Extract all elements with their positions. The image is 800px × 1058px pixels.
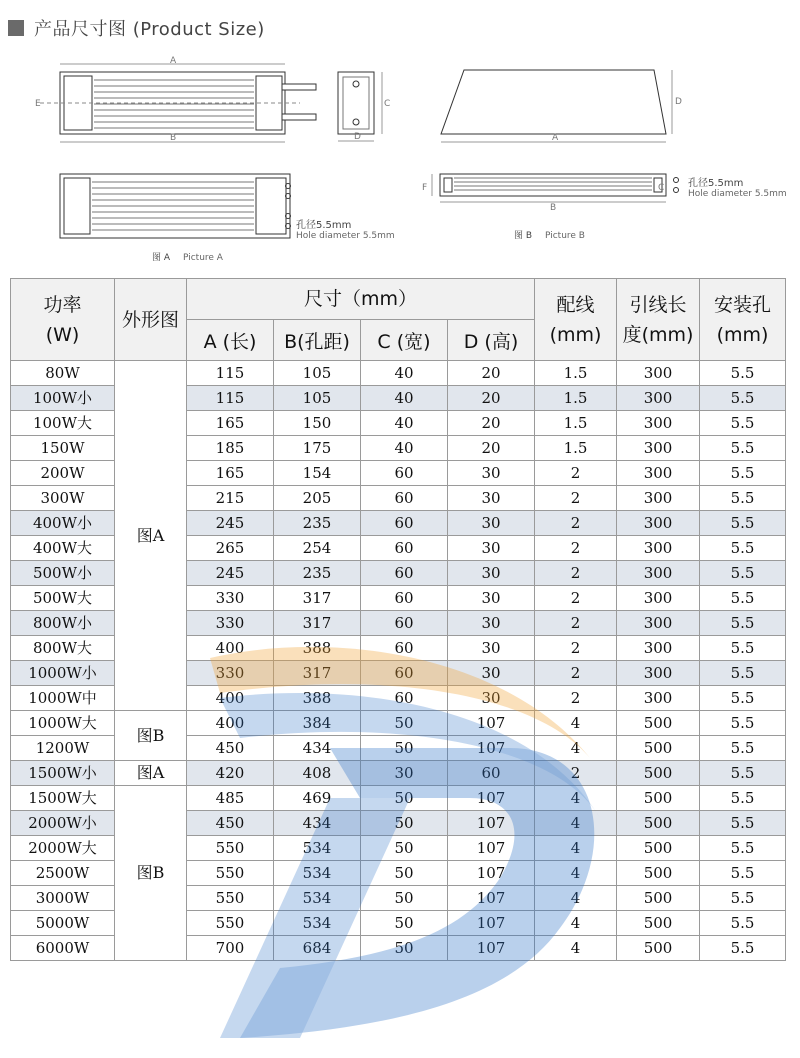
cell-wire: 2 bbox=[535, 686, 617, 711]
cell-b: 150 bbox=[274, 411, 361, 436]
cell-hole: 5.5 bbox=[700, 411, 786, 436]
picture-b-side-view bbox=[441, 70, 672, 142]
cell-d: 60 bbox=[448, 761, 535, 786]
cell-wire: 4 bbox=[535, 786, 617, 811]
cell-wire: 4 bbox=[535, 736, 617, 761]
cell-hole: 5.5 bbox=[700, 636, 786, 661]
cell-d: 30 bbox=[448, 561, 535, 586]
cell-shape: 图A bbox=[115, 761, 187, 786]
cell-a: 550 bbox=[187, 886, 274, 911]
cell-lead: 300 bbox=[617, 486, 700, 511]
page-title: 产品尺寸图 (Product Size) bbox=[34, 19, 265, 40]
cell-d: 20 bbox=[448, 436, 535, 461]
header-hole: 安装孔 (mm) bbox=[700, 279, 786, 361]
cell-lead: 300 bbox=[617, 661, 700, 686]
caption-b-cn: 图 B bbox=[514, 231, 533, 241]
cell-d: 30 bbox=[448, 661, 535, 686]
cell-power: 300W bbox=[11, 486, 115, 511]
header-lead: 引线长 度(mm) bbox=[617, 279, 700, 361]
cell-wire: 4 bbox=[535, 836, 617, 861]
cell-lead: 300 bbox=[617, 461, 700, 486]
cell-lead: 300 bbox=[617, 361, 700, 386]
cell-wire: 1.5 bbox=[535, 436, 617, 461]
hole-label-cn-b: 孔径5.5mm bbox=[688, 178, 744, 189]
cell-lead: 500 bbox=[617, 736, 700, 761]
cell-lead: 300 bbox=[617, 611, 700, 636]
cell-a: 245 bbox=[187, 511, 274, 536]
cell-power: 1500W小 bbox=[11, 761, 115, 786]
cell-lead: 300 bbox=[617, 586, 700, 611]
header-d: D (高) bbox=[448, 320, 535, 361]
cell-lead: 300 bbox=[617, 536, 700, 561]
cell-d: 30 bbox=[448, 486, 535, 511]
cell-c: 40 bbox=[361, 411, 448, 436]
cell-d: 30 bbox=[448, 536, 535, 561]
cell-a: 115 bbox=[187, 361, 274, 386]
cell-hole: 5.5 bbox=[700, 436, 786, 461]
cell-power: 5000W bbox=[11, 911, 115, 936]
cell-hole: 5.5 bbox=[700, 536, 786, 561]
cell-b: 205 bbox=[274, 486, 361, 511]
cell-lead: 300 bbox=[617, 386, 700, 411]
cell-hole: 5.5 bbox=[700, 686, 786, 711]
cell-lead: 500 bbox=[617, 761, 700, 786]
header-c: C (宽) bbox=[361, 320, 448, 361]
cell-b: 154 bbox=[274, 461, 361, 486]
cell-c: 60 bbox=[361, 661, 448, 686]
cell-wire: 2 bbox=[535, 486, 617, 511]
cell-power: 150W bbox=[11, 436, 115, 461]
dim-f-label: F bbox=[422, 183, 428, 193]
cell-power: 100W大 bbox=[11, 411, 115, 436]
cell-d: 20 bbox=[448, 361, 535, 386]
cell-power: 400W大 bbox=[11, 536, 115, 561]
header-b: B(孔距) bbox=[274, 320, 361, 361]
cell-shape: 图B bbox=[115, 711, 187, 761]
dimension-drawings bbox=[0, 44, 800, 270]
dim-a-label: A bbox=[170, 56, 177, 66]
cell-a: 485 bbox=[187, 786, 274, 811]
cell-hole: 5.5 bbox=[700, 811, 786, 836]
cell-d: 107 bbox=[448, 811, 535, 836]
cell-d: 30 bbox=[448, 586, 535, 611]
cell-wire: 2 bbox=[535, 586, 617, 611]
cell-b: 534 bbox=[274, 836, 361, 861]
product-diagrams bbox=[0, 44, 800, 270]
cell-b: 534 bbox=[274, 911, 361, 936]
cell-wire: 2 bbox=[535, 511, 617, 536]
hole-label-en-a: Hole diameter 5.5mm bbox=[296, 231, 395, 241]
cell-lead: 300 bbox=[617, 511, 700, 536]
cell-a: 245 bbox=[187, 561, 274, 586]
cell-b: 534 bbox=[274, 886, 361, 911]
dim-b-d-label: D bbox=[675, 97, 682, 107]
cell-c: 40 bbox=[361, 436, 448, 461]
cell-power: 1500W大 bbox=[11, 786, 115, 811]
cell-d: 107 bbox=[448, 886, 535, 911]
cell-hole: 5.5 bbox=[700, 711, 786, 736]
cell-a: 450 bbox=[187, 736, 274, 761]
dim-b-a-label: A bbox=[552, 133, 559, 143]
cell-power: 1000W小 bbox=[11, 661, 115, 686]
cell-d: 30 bbox=[448, 461, 535, 486]
cell-hole: 5.5 bbox=[700, 486, 786, 511]
cell-shape: 图B bbox=[115, 786, 187, 961]
cell-wire: 1.5 bbox=[535, 386, 617, 411]
cell-hole: 5.5 bbox=[700, 886, 786, 911]
cell-hole: 5.5 bbox=[700, 861, 786, 886]
cell-wire: 4 bbox=[535, 936, 617, 961]
dim-b-c-label: C bbox=[658, 183, 665, 193]
cell-d: 107 bbox=[448, 736, 535, 761]
dim-d-label: D bbox=[354, 132, 361, 142]
cell-lead: 500 bbox=[617, 886, 700, 911]
cell-power: 3000W bbox=[11, 886, 115, 911]
cell-d: 107 bbox=[448, 711, 535, 736]
cell-b: 317 bbox=[274, 611, 361, 636]
table-row bbox=[11, 361, 786, 386]
cell-a: 420 bbox=[187, 761, 274, 786]
picture-a-top-view bbox=[40, 64, 316, 142]
cell-c: 60 bbox=[361, 486, 448, 511]
cell-power: 500W小 bbox=[11, 561, 115, 586]
cell-a: 400 bbox=[187, 636, 274, 661]
cell-d: 107 bbox=[448, 786, 535, 811]
cell-wire: 2 bbox=[535, 461, 617, 486]
cell-lead: 300 bbox=[617, 636, 700, 661]
cell-b: 684 bbox=[274, 936, 361, 961]
cell-hole: 5.5 bbox=[700, 761, 786, 786]
table-row bbox=[11, 761, 786, 786]
cell-wire: 4 bbox=[535, 911, 617, 936]
cell-c: 50 bbox=[361, 911, 448, 936]
cell-hole: 5.5 bbox=[700, 511, 786, 536]
cell-wire: 1.5 bbox=[535, 361, 617, 386]
cell-d: 30 bbox=[448, 686, 535, 711]
cell-hole: 5.5 bbox=[700, 461, 786, 486]
cell-d: 107 bbox=[448, 861, 535, 886]
dim-b-label: B bbox=[170, 133, 177, 143]
cell-b: 434 bbox=[274, 736, 361, 761]
cell-d: 30 bbox=[448, 636, 535, 661]
cell-c: 60 bbox=[361, 461, 448, 486]
picture-b-top-view bbox=[432, 174, 679, 202]
cell-power: 100W小 bbox=[11, 386, 115, 411]
cell-power: 1000W大 bbox=[11, 711, 115, 736]
cell-power: 80W bbox=[11, 361, 115, 386]
cell-b: 105 bbox=[274, 386, 361, 411]
cell-a: 215 bbox=[187, 486, 274, 511]
cell-power: 400W小 bbox=[11, 511, 115, 536]
cell-c: 50 bbox=[361, 786, 448, 811]
cell-b: 534 bbox=[274, 861, 361, 886]
cell-a: 450 bbox=[187, 811, 274, 836]
cell-wire: 1.5 bbox=[535, 411, 617, 436]
cell-c: 50 bbox=[361, 936, 448, 961]
cell-c: 50 bbox=[361, 886, 448, 911]
cell-c: 40 bbox=[361, 361, 448, 386]
table-body bbox=[11, 361, 786, 961]
header-shape: 外形图 bbox=[115, 279, 187, 361]
cell-hole: 5.5 bbox=[700, 911, 786, 936]
cell-wire: 2 bbox=[535, 636, 617, 661]
cell-d: 107 bbox=[448, 836, 535, 861]
dim-c-label: C bbox=[384, 99, 391, 109]
cell-hole: 5.5 bbox=[700, 936, 786, 961]
cell-b: 384 bbox=[274, 711, 361, 736]
cell-power: 800W大 bbox=[11, 636, 115, 661]
cell-a: 550 bbox=[187, 836, 274, 861]
cell-b: 235 bbox=[274, 561, 361, 586]
cell-lead: 500 bbox=[617, 811, 700, 836]
cell-a: 330 bbox=[187, 586, 274, 611]
cell-hole: 5.5 bbox=[700, 561, 786, 586]
cell-wire: 4 bbox=[535, 861, 617, 886]
cell-c: 50 bbox=[361, 811, 448, 836]
cell-a: 330 bbox=[187, 661, 274, 686]
cell-d: 107 bbox=[448, 911, 535, 936]
cell-power: 800W小 bbox=[11, 611, 115, 636]
cell-wire: 4 bbox=[535, 886, 617, 911]
cell-hole: 5.5 bbox=[700, 661, 786, 686]
picture-a-end-view bbox=[338, 72, 382, 141]
table-header bbox=[11, 279, 786, 361]
cell-c: 60 bbox=[361, 561, 448, 586]
cell-d: 20 bbox=[448, 411, 535, 436]
caption-a-en: Picture A bbox=[183, 253, 223, 263]
cell-d: 30 bbox=[448, 511, 535, 536]
cell-power: 1200W bbox=[11, 736, 115, 761]
cell-b: 434 bbox=[274, 811, 361, 836]
cell-c: 60 bbox=[361, 511, 448, 536]
title-square-icon bbox=[8, 20, 24, 36]
cell-hole: 5.5 bbox=[700, 786, 786, 811]
cell-c: 50 bbox=[361, 861, 448, 886]
cell-power: 2000W大 bbox=[11, 836, 115, 861]
spec-table-wrap bbox=[10, 278, 785, 961]
cell-b: 175 bbox=[274, 436, 361, 461]
cell-c: 60 bbox=[361, 611, 448, 636]
cell-a: 265 bbox=[187, 536, 274, 561]
cell-hole: 5.5 bbox=[700, 736, 786, 761]
cell-lead: 500 bbox=[617, 861, 700, 886]
cell-lead: 500 bbox=[617, 836, 700, 861]
cell-b: 317 bbox=[274, 661, 361, 686]
cell-a: 165 bbox=[187, 411, 274, 436]
header-power: 功率 (W) bbox=[11, 279, 115, 361]
cell-b: 254 bbox=[274, 536, 361, 561]
cell-a: 165 bbox=[187, 461, 274, 486]
cell-a: 550 bbox=[187, 911, 274, 936]
cell-hole: 5.5 bbox=[700, 611, 786, 636]
header-size: 尺寸（mm） bbox=[187, 279, 535, 320]
table-row bbox=[11, 711, 786, 736]
cell-hole: 5.5 bbox=[700, 836, 786, 861]
cell-wire: 2 bbox=[535, 661, 617, 686]
cell-shape: 图A bbox=[115, 361, 187, 711]
caption-a-cn: 图 A bbox=[152, 253, 171, 263]
cell-lead: 500 bbox=[617, 786, 700, 811]
cell-hole: 5.5 bbox=[700, 361, 786, 386]
cell-power: 2500W bbox=[11, 861, 115, 886]
cell-c: 40 bbox=[361, 386, 448, 411]
cell-c: 60 bbox=[361, 636, 448, 661]
cell-power: 2000W小 bbox=[11, 811, 115, 836]
cell-lead: 300 bbox=[617, 436, 700, 461]
cell-a: 550 bbox=[187, 861, 274, 886]
cell-d: 107 bbox=[448, 936, 535, 961]
cell-wire: 4 bbox=[535, 711, 617, 736]
table-row bbox=[11, 786, 786, 811]
cell-b: 388 bbox=[274, 686, 361, 711]
cell-a: 400 bbox=[187, 711, 274, 736]
cell-hole: 5.5 bbox=[700, 586, 786, 611]
caption-b-en: Picture B bbox=[545, 231, 585, 241]
cell-d: 20 bbox=[448, 386, 535, 411]
cell-wire: 2 bbox=[535, 536, 617, 561]
cell-a: 115 bbox=[187, 386, 274, 411]
dim-b-b-label: B bbox=[550, 203, 557, 213]
cell-c: 60 bbox=[361, 686, 448, 711]
header-wire: 配线 (mm) bbox=[535, 279, 617, 361]
cell-c: 30 bbox=[361, 761, 448, 786]
hole-label-en-b: Hole diameter 5.5mm bbox=[688, 189, 787, 199]
hole-label-cn-a: 孔径5.5mm bbox=[296, 220, 352, 231]
cell-lead: 500 bbox=[617, 711, 700, 736]
cell-b: 388 bbox=[274, 636, 361, 661]
cell-c: 50 bbox=[361, 711, 448, 736]
cell-b: 317 bbox=[274, 586, 361, 611]
dim-e-label: E bbox=[35, 99, 41, 109]
cell-lead: 300 bbox=[617, 686, 700, 711]
cell-power: 200W bbox=[11, 461, 115, 486]
cell-a: 400 bbox=[187, 686, 274, 711]
header-a: A (长) bbox=[187, 320, 274, 361]
cell-c: 50 bbox=[361, 736, 448, 761]
page-title-bar bbox=[8, 14, 265, 42]
spec-table bbox=[10, 278, 786, 961]
cell-power: 500W大 bbox=[11, 586, 115, 611]
cell-a: 700 bbox=[187, 936, 274, 961]
cell-b: 105 bbox=[274, 361, 361, 386]
cell-power: 6000W bbox=[11, 936, 115, 961]
cell-power: 1000W中 bbox=[11, 686, 115, 711]
cell-b: 469 bbox=[274, 786, 361, 811]
cell-lead: 500 bbox=[617, 911, 700, 936]
cell-c: 60 bbox=[361, 586, 448, 611]
cell-lead: 300 bbox=[617, 561, 700, 586]
cell-c: 60 bbox=[361, 536, 448, 561]
cell-c: 50 bbox=[361, 836, 448, 861]
cell-hole: 5.5 bbox=[700, 386, 786, 411]
cell-lead: 300 bbox=[617, 411, 700, 436]
cell-a: 330 bbox=[187, 611, 274, 636]
picture-a-bottom-view bbox=[60, 174, 291, 238]
cell-d: 30 bbox=[448, 611, 535, 636]
cell-b: 408 bbox=[274, 761, 361, 786]
cell-wire: 2 bbox=[535, 611, 617, 636]
cell-wire: 4 bbox=[535, 811, 617, 836]
cell-wire: 2 bbox=[535, 561, 617, 586]
cell-lead: 500 bbox=[617, 936, 700, 961]
cell-b: 235 bbox=[274, 511, 361, 536]
cell-wire: 2 bbox=[535, 761, 617, 786]
cell-a: 185 bbox=[187, 436, 274, 461]
